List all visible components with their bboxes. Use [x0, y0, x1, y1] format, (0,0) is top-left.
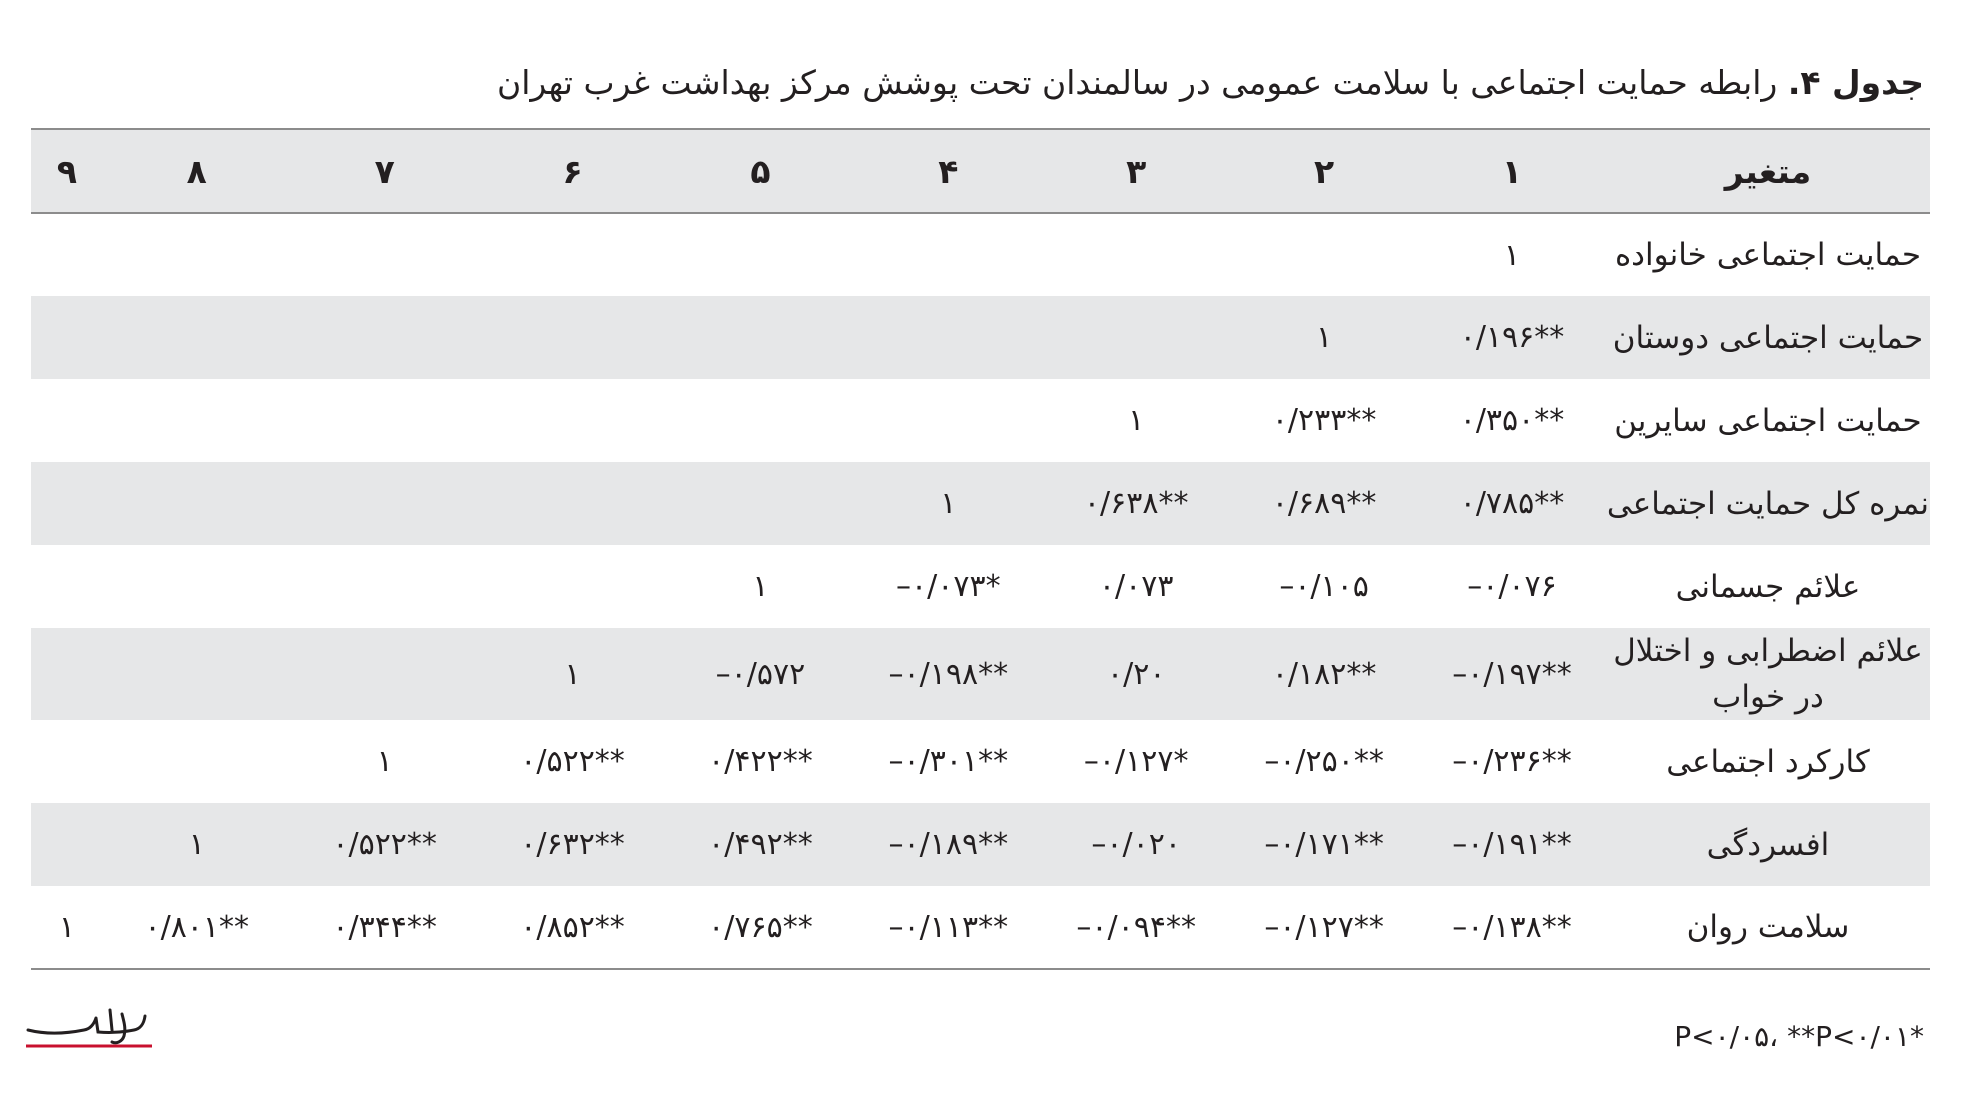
correlation-cell: ۰/۳۵۰** — [1459, 403, 1565, 438]
correlation-cell: –۰/۱۲۷* — [1083, 744, 1189, 779]
correlation-cell: ۰/۲۳۳** — [1271, 403, 1377, 438]
column-header: ۱ — [1418, 129, 1606, 213]
correlation-cell: ۰/۷۸۵** — [1459, 486, 1565, 521]
table-row — [31, 803, 1930, 886]
salmand-logo — [24, 1000, 154, 1052]
correlation-cell — [1230, 213, 1418, 296]
correlation-cell — [103, 296, 291, 379]
correlation-cell — [479, 296, 667, 379]
variable-name-cell: افسردگی — [1706, 826, 1830, 863]
column-header: ۶ — [479, 129, 667, 213]
correlation-cell: ۱ — [1503, 237, 1521, 273]
column-header: ۹ — [31, 129, 103, 213]
variable-name-cell: علائم اضطرابی و اختلال در خواب — [1613, 633, 1923, 715]
correlation-cell — [31, 296, 103, 379]
correlation-cell: –۰/۰۲۰ — [1091, 827, 1181, 862]
correlation-cell — [31, 213, 103, 296]
table-row — [31, 213, 1930, 296]
table-caption — [24, 58, 1924, 108]
correlation-cell: –۰/۱۹۸** — [888, 656, 1009, 692]
correlation-cell: ۱ — [940, 486, 957, 521]
correlation-cell — [103, 628, 291, 720]
correlation-cell — [31, 803, 103, 886]
column-header: ۸ — [103, 129, 291, 213]
table-row — [31, 720, 1930, 803]
correlation-cell — [291, 545, 479, 628]
variable-name-cell: حمایت اجتماعی دوستان — [1612, 319, 1924, 356]
caption-text: رابطه حمایت اجتماعی با سلامت عمومی در سالمندان تحت پوشش مرکز بهداشت غرب تهران — [496, 63, 1778, 102]
table-row — [31, 886, 1930, 969]
correlation-cell: –۰/۲۳۶** — [1452, 744, 1572, 779]
correlation-cell — [666, 296, 854, 379]
correlation-cell — [666, 462, 854, 545]
correlation-cell: ۱ — [376, 744, 393, 779]
table-row — [31, 545, 1930, 628]
column-header: ۲ — [1230, 129, 1418, 213]
caption-label: جدول ۴. — [1787, 63, 1924, 102]
correlation-cell: ۰/۵۲۲** — [520, 744, 625, 779]
column-header: ۵ — [666, 129, 854, 213]
correlation-cell — [31, 720, 103, 803]
correlation-cell: ۰/۲۰ — [1106, 656, 1166, 692]
correlation-cell — [31, 462, 103, 545]
correlation-cell: –۰/۰۷۳* — [896, 569, 1001, 604]
correlation-cell: ۰/۶۳۸** — [1083, 486, 1189, 521]
correlation-cell — [103, 462, 291, 545]
correlation-cell: –۰/۲۵۰** — [1264, 744, 1384, 779]
significance-footnote: *P<۰/۰۵، **P<۰/۰۱ — [1674, 1020, 1924, 1053]
correlation-cell — [666, 213, 854, 296]
correlation-cell: ۰/۱۹۶** — [1459, 320, 1565, 355]
correlation-cell — [31, 628, 103, 720]
correlation-cell — [854, 213, 1042, 296]
correlation-cell: –۰/۰۷۶ — [1467, 569, 1557, 604]
column-header: ۴ — [854, 129, 1042, 213]
correlation-cell — [1042, 213, 1230, 296]
correlation-cell — [291, 379, 479, 462]
correlation-cell: ۰/۰۷۳ — [1098, 569, 1174, 604]
correlation-cell: –۰/۱۹۱** — [1452, 827, 1572, 862]
table-row — [31, 296, 1930, 379]
correlation-cell: ۰/۱۸۲** — [1271, 656, 1377, 692]
column-header: ۷ — [291, 129, 479, 213]
correlation-cell: –۰/۱۳۸** — [1452, 909, 1572, 945]
table-row — [31, 462, 1930, 545]
correlation-cell: –۰/۵۷۲ — [715, 656, 806, 692]
table-row — [31, 379, 1930, 462]
correlation-cell: ۰/۴۹۲** — [708, 827, 813, 862]
correlation-cell — [103, 379, 291, 462]
correlation-cell: ۰/۵۲۲** — [332, 827, 437, 862]
correlation-cell — [103, 213, 291, 296]
correlation-cell — [291, 213, 479, 296]
correlation-cell — [854, 379, 1042, 462]
correlation-cell — [479, 462, 667, 545]
table-row — [31, 628, 1930, 720]
correlation-cell — [479, 545, 667, 628]
correlation-cell: ۱ — [58, 909, 75, 945]
correlation-cell: –۰/۰۹۴** — [1076, 909, 1196, 945]
correlation-cell: ۰/۸۰۱** — [144, 909, 250, 945]
correlation-table — [31, 128, 1930, 970]
variable-name-cell: علائم جسمانی — [1675, 568, 1861, 605]
variable-name-cell: نمره کل حمایت اجتماعی — [1606, 485, 1930, 522]
correlation-cell — [291, 296, 479, 379]
correlation-cell — [479, 213, 667, 296]
correlation-cell: ۱ — [1128, 403, 1145, 438]
correlation-cell: ۱ — [188, 827, 205, 862]
correlation-cell — [1042, 296, 1230, 379]
variable-name-cell: حمایت اجتماعی سایرین — [1614, 402, 1922, 439]
correlation-cell: –۰/۱۲۷** — [1264, 909, 1384, 945]
correlation-cell: –۰/۱۱۳** — [888, 909, 1009, 945]
correlation-cell — [854, 296, 1042, 379]
variable-name-cell: کارکرد اجتماعی — [1666, 743, 1870, 780]
correlation-cell: ۰/۳۴۴** — [332, 909, 437, 945]
correlation-cell — [103, 545, 291, 628]
table-body — [31, 213, 1930, 969]
column-header: ۳ — [1042, 129, 1230, 213]
correlation-cell: ۰/۸۵۲** — [520, 909, 625, 945]
column-header: متغیر — [1606, 129, 1930, 213]
table-header-row — [31, 129, 1930, 213]
correlation-cell: ۰/۷۶۵** — [708, 909, 813, 945]
correlation-cell — [31, 379, 103, 462]
correlation-cell — [291, 462, 479, 545]
correlation-cell: –۰/۱۹۷** — [1452, 656, 1572, 692]
correlation-cell — [31, 545, 103, 628]
correlation-cell — [291, 628, 479, 720]
correlation-cell: –۰/۳۰۱** — [888, 744, 1009, 779]
correlation-cell: ۱ — [752, 569, 769, 604]
correlation-cell: ۰/۶۳۲** — [520, 827, 625, 862]
correlation-cell — [666, 379, 854, 462]
correlation-cell: –۰/۱۷۱** — [1264, 827, 1384, 862]
correlation-cell — [479, 379, 667, 462]
correlation-cell: ۱ — [564, 656, 581, 692]
correlation-cell — [103, 720, 291, 803]
correlation-cell: ۰/۶۸۹** — [1271, 486, 1377, 521]
correlation-cell: ۰/۴۲۲** — [708, 744, 813, 779]
salmand-logo-mark — [24, 1000, 154, 1052]
correlation-cell: ۱ — [1316, 320, 1333, 355]
correlation-cell: –۰/۱۰۵ — [1279, 569, 1369, 604]
correlation-cell: –۰/۱۸۹** — [888, 827, 1009, 862]
variable-name-cell: حمایت اجتماعی خانواده — [1614, 237, 1921, 273]
variable-name-cell: سلامت روان — [1686, 909, 1850, 945]
